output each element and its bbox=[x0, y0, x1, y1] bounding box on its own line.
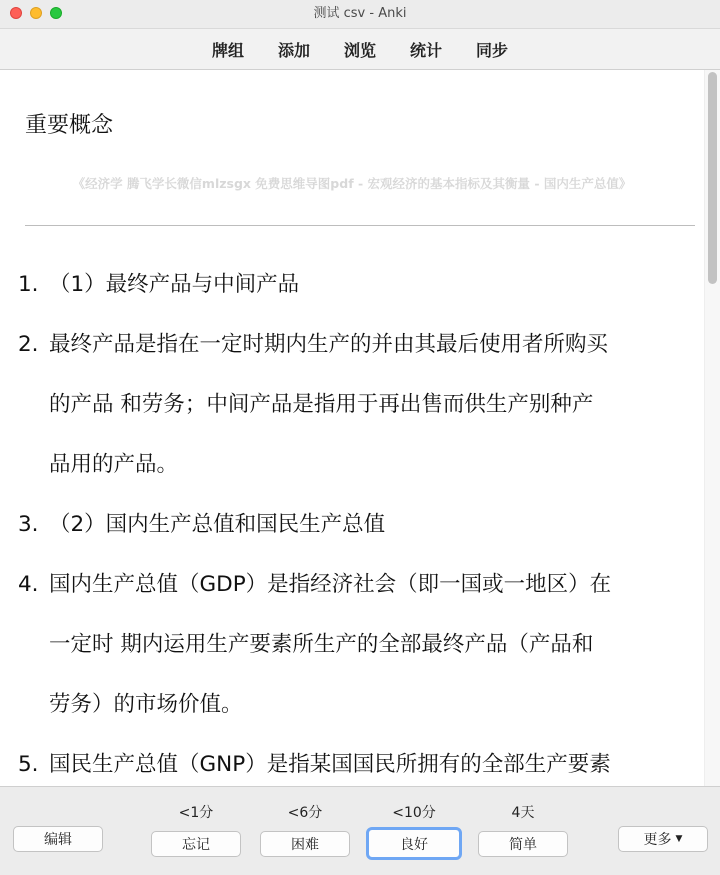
card-heading: 重要概念 bbox=[25, 113, 114, 138]
easy-button[interactable]: 简单 bbox=[478, 831, 568, 857]
list-item-line: 品用的产品。 bbox=[49, 452, 179, 477]
list-item-line: 最终产品是指在一定时期内生产的并由其最后使用者所购买 bbox=[49, 332, 609, 357]
scrollbar-thumb[interactable] bbox=[708, 72, 717, 284]
vertical-scrollbar[interactable] bbox=[704, 70, 720, 786]
hard-button[interactable]: 困难 bbox=[260, 831, 350, 857]
edit-button[interactable]: 编辑 bbox=[13, 826, 103, 852]
list-item-number: 3. bbox=[18, 512, 39, 537]
concept-list bbox=[18, 255, 698, 786]
more-button-label: 更多 bbox=[643, 832, 672, 848]
nav-decks[interactable]: 牌组 bbox=[211, 40, 244, 60]
list-item bbox=[18, 735, 698, 786]
divider bbox=[25, 225, 695, 226]
list-item-number: 2. bbox=[18, 332, 39, 357]
list-item-number: 4. bbox=[18, 572, 39, 597]
interval-again: <1分 bbox=[178, 805, 214, 821]
list-item-line: 国内生产总值（GDP）是指经济社会（即一国或一地区）在 bbox=[49, 572, 612, 597]
list-item-line: （2）国内生产总值和国民生产总值 bbox=[49, 512, 386, 537]
nav-browse[interactable]: 浏览 bbox=[343, 40, 376, 60]
list-item-line: 劳务）的市场价值。 bbox=[49, 692, 243, 717]
interval-easy: 4天 bbox=[511, 805, 535, 821]
good-button[interactable]: 良好 bbox=[366, 827, 462, 860]
nav-stats[interactable]: 统计 bbox=[410, 40, 443, 60]
window-title: 测试 csv - Anki bbox=[313, 6, 407, 21]
more-button[interactable] bbox=[618, 826, 708, 852]
card-content bbox=[0, 70, 704, 786]
list-item-line: （1）最终产品与中间产品 bbox=[49, 272, 300, 297]
list-item-number: 5. bbox=[18, 752, 39, 777]
list-item bbox=[18, 255, 698, 315]
title-bar bbox=[0, 0, 720, 29]
nav-sync[interactable]: 同步 bbox=[476, 40, 509, 60]
list-item bbox=[18, 555, 698, 735]
list-item bbox=[18, 315, 698, 495]
answer-bar bbox=[0, 786, 720, 875]
list-item-line: 国民生产总值（GNP）是指某国国民所拥有的全部生产要素 bbox=[49, 752, 611, 777]
list-item bbox=[18, 495, 698, 555]
interval-good: <10分 bbox=[392, 805, 436, 821]
nav-add[interactable]: 添加 bbox=[277, 40, 310, 60]
list-item-line: 一定时 期内运用生产要素所生产的全部最终产品（产品和 bbox=[49, 632, 594, 657]
list-item-number: 1. bbox=[18, 272, 39, 297]
list-item-line: 的产品 和劳务；中间产品是指用于再出售而供生产别种产 bbox=[49, 392, 594, 417]
caret-down-icon: ▼ bbox=[675, 834, 683, 844]
again-button[interactable]: 忘记 bbox=[151, 831, 241, 857]
card-source: 《经济学 腾飞学长微信mlzsgx 免费思维导图pdf - 宏观经济的基本指标及其衡量 - 国内生产总值》 bbox=[72, 176, 632, 191]
top-toolbar bbox=[0, 29, 720, 70]
interval-hard: <6分 bbox=[287, 805, 323, 821]
